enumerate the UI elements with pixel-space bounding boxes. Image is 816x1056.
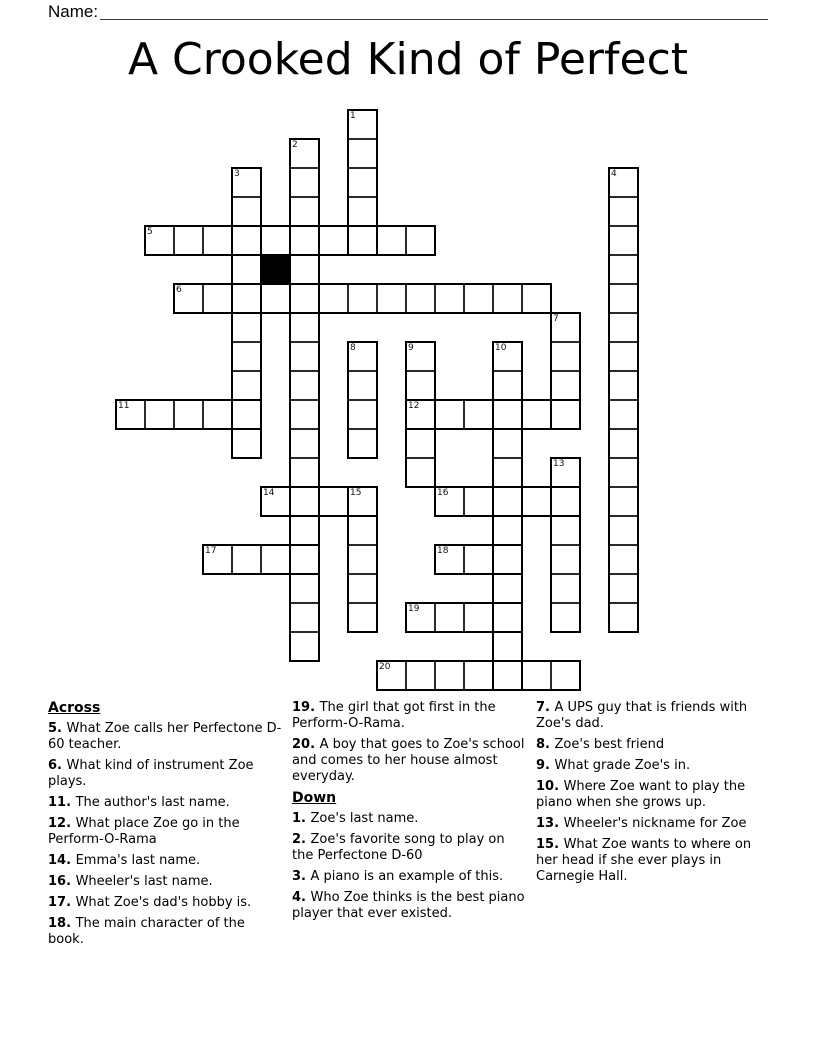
clue-number: 12. bbox=[48, 816, 76, 831]
clue-column-down bbox=[536, 700, 772, 890]
grid-cell[interactable] bbox=[290, 487, 319, 516]
grid-cell[interactable] bbox=[551, 458, 580, 487]
grid-cell[interactable] bbox=[609, 371, 638, 400]
grid-cell[interactable] bbox=[261, 226, 290, 255]
grid-cell[interactable] bbox=[145, 226, 174, 255]
grid-cell[interactable] bbox=[609, 226, 638, 255]
grid-cell[interactable] bbox=[551, 661, 580, 690]
grid-cell[interactable] bbox=[464, 487, 493, 516]
grid-cell[interactable] bbox=[551, 545, 580, 574]
grid-cell[interactable] bbox=[261, 545, 290, 574]
grid-cell[interactable] bbox=[406, 342, 435, 371]
grid-cell[interactable] bbox=[203, 545, 232, 574]
grid-cell[interactable] bbox=[174, 226, 203, 255]
grid-cell[interactable] bbox=[609, 313, 638, 342]
grid-cell[interactable] bbox=[522, 400, 551, 429]
grid-cell[interactable] bbox=[406, 458, 435, 487]
cell-number: 14 bbox=[263, 488, 275, 498]
grid-cell[interactable] bbox=[609, 574, 638, 603]
grid-cell[interactable] bbox=[464, 545, 493, 574]
grid-cell[interactable] bbox=[290, 139, 319, 168]
grid-cell[interactable] bbox=[493, 545, 522, 574]
grid-cell[interactable] bbox=[493, 487, 522, 516]
grid-cell[interactable] bbox=[290, 255, 319, 284]
grid-cell[interactable] bbox=[232, 226, 261, 255]
grid-cell[interactable] bbox=[551, 574, 580, 603]
grid-cell[interactable] bbox=[609, 284, 638, 313]
grid-cell[interactable] bbox=[348, 110, 377, 139]
clue-item: 20. A boy that goes to Zoe's school and comes to her house almost everyday. bbox=[292, 737, 525, 784]
cell-number: 4 bbox=[611, 169, 617, 179]
grid-cell[interactable] bbox=[290, 458, 319, 487]
grid-cell[interactable] bbox=[203, 400, 232, 429]
clue-item: 17. What Zoe's dad's hobby is. bbox=[48, 895, 252, 910]
grid-cell[interactable] bbox=[493, 574, 522, 603]
grid-cell[interactable] bbox=[464, 284, 493, 313]
clue-item: 1. Zoe's last name. bbox=[292, 811, 419, 826]
clue-item: 7. A UPS guy that is friends with Zoe's dad. bbox=[536, 700, 748, 731]
grid-cell[interactable] bbox=[609, 255, 638, 284]
grid-cell[interactable] bbox=[232, 168, 261, 197]
clue-item: 3. A piano is an example of this. bbox=[292, 869, 504, 884]
cell-number: 18 bbox=[437, 546, 449, 556]
clue-number: 7. bbox=[536, 700, 555, 715]
grid-cell[interactable] bbox=[522, 284, 551, 313]
cell-number: 16 bbox=[437, 488, 449, 498]
grid-cell[interactable] bbox=[290, 284, 319, 313]
grid-cell[interactable] bbox=[406, 284, 435, 313]
grid-cell[interactable] bbox=[609, 429, 638, 458]
clue-list-header: Down bbox=[292, 790, 337, 806]
grid-cell[interactable] bbox=[609, 342, 638, 371]
clue-number: 19. bbox=[292, 700, 320, 715]
cell-number: 9 bbox=[408, 343, 414, 353]
grid-cell[interactable] bbox=[348, 342, 377, 371]
clue-number: 15. bbox=[536, 837, 564, 852]
clue-number: 16. bbox=[48, 874, 76, 889]
clue-number: 5. bbox=[48, 721, 67, 736]
grid-cell[interactable] bbox=[493, 371, 522, 400]
grid-cell[interactable] bbox=[435, 284, 464, 313]
grid-cell[interactable] bbox=[348, 516, 377, 545]
cell-number: 11 bbox=[118, 401, 130, 411]
clue-item: 11. The author's last name. bbox=[48, 795, 230, 810]
grid-cell[interactable] bbox=[290, 429, 319, 458]
grid-cell[interactable] bbox=[145, 400, 174, 429]
cell-number: 5 bbox=[147, 227, 153, 237]
grid-cell[interactable] bbox=[348, 545, 377, 574]
grid-cell[interactable] bbox=[406, 603, 435, 632]
name-input-line[interactable] bbox=[100, 0, 768, 20]
cell-number: 10 bbox=[495, 343, 507, 353]
grid-cell[interactable] bbox=[232, 545, 261, 574]
grid-cell[interactable] bbox=[435, 487, 464, 516]
cell-number: 12 bbox=[408, 401, 420, 411]
clue-item: 4. Who Zoe thinks is the best piano player that ever existed. bbox=[292, 890, 525, 921]
grid-cell[interactable] bbox=[319, 284, 348, 313]
grid-cell[interactable] bbox=[464, 400, 493, 429]
cell-number: 1 bbox=[350, 111, 356, 121]
cell-number: 20 bbox=[379, 662, 391, 672]
grid-cell[interactable] bbox=[290, 545, 319, 574]
grid-cell[interactable] bbox=[348, 284, 377, 313]
grid-cell[interactable] bbox=[348, 429, 377, 458]
grid-cell[interactable] bbox=[435, 545, 464, 574]
grid-cell[interactable] bbox=[377, 284, 406, 313]
clue-item: 13. Wheeler's nickname for Zoe bbox=[536, 816, 747, 831]
grid-cell[interactable] bbox=[348, 603, 377, 632]
grid-cell[interactable] bbox=[435, 603, 464, 632]
clue-item: 16. Wheeler's last name. bbox=[48, 874, 213, 889]
clue-number: 4. bbox=[292, 890, 311, 905]
grid-cell[interactable] bbox=[522, 661, 551, 690]
grid-cell[interactable] bbox=[174, 400, 203, 429]
cell-number: 13 bbox=[553, 459, 565, 469]
grid-cell[interactable] bbox=[203, 226, 232, 255]
grid-cell[interactable] bbox=[348, 226, 377, 255]
grid-cell[interactable] bbox=[232, 197, 261, 226]
grid-cell[interactable] bbox=[290, 516, 319, 545]
grid-cell[interactable] bbox=[348, 487, 377, 516]
grid-cell[interactable] bbox=[406, 371, 435, 400]
grid-cell[interactable] bbox=[493, 516, 522, 545]
grid-cell[interactable] bbox=[493, 458, 522, 487]
cell-number: 17 bbox=[205, 546, 217, 556]
clue-number: 9. bbox=[536, 758, 555, 773]
grid-cell[interactable] bbox=[290, 371, 319, 400]
clue-list-header: Across bbox=[48, 700, 101, 716]
grid-cell[interactable] bbox=[290, 400, 319, 429]
grid-cell[interactable] bbox=[116, 400, 145, 429]
cell-number: 7 bbox=[553, 314, 559, 324]
cell-number: 6 bbox=[176, 285, 182, 295]
grid-cell[interactable] bbox=[203, 284, 232, 313]
grid-cell[interactable] bbox=[522, 487, 551, 516]
grid-cell[interactable] bbox=[609, 458, 638, 487]
grid-cell[interactable] bbox=[609, 545, 638, 574]
clue-number: 2. bbox=[292, 832, 311, 847]
grid-cell[interactable] bbox=[609, 197, 638, 226]
grid-cell[interactable] bbox=[290, 632, 319, 661]
clue-number: 8. bbox=[536, 737, 555, 752]
clue-item: 15. What Zoe wants to where on her head if she ever plays in Carnegie Hall. bbox=[536, 837, 752, 884]
grid-cell[interactable] bbox=[348, 139, 377, 168]
grid-cell[interactable] bbox=[551, 487, 580, 516]
grid-cell[interactable] bbox=[261, 487, 290, 516]
grid-cell[interactable] bbox=[435, 400, 464, 429]
grid-cell[interactable] bbox=[290, 313, 319, 342]
clue-item: 6. What kind of instrument Zoe plays. bbox=[48, 758, 254, 789]
cell-number: 19 bbox=[408, 604, 420, 614]
grid-cell[interactable] bbox=[551, 371, 580, 400]
grid-cell[interactable] bbox=[406, 661, 435, 690]
grid-cell[interactable] bbox=[232, 313, 261, 342]
grid-cell[interactable] bbox=[290, 197, 319, 226]
grid-cell[interactable] bbox=[348, 168, 377, 197]
grid-cell[interactable] bbox=[377, 226, 406, 255]
grid-cell[interactable] bbox=[551, 342, 580, 371]
clue-item: 2. Zoe's favorite song to play on the Perfectone D-60 bbox=[292, 832, 505, 863]
clue-number: 14. bbox=[48, 853, 76, 868]
grid-cell[interactable] bbox=[551, 516, 580, 545]
grid-cell[interactable] bbox=[493, 632, 522, 661]
grid-cell[interactable] bbox=[232, 284, 261, 313]
grid-cell[interactable] bbox=[232, 342, 261, 371]
cell-number: 3 bbox=[234, 169, 240, 179]
cell-number: 15 bbox=[350, 488, 362, 498]
grid-cell[interactable] bbox=[464, 603, 493, 632]
grid-cell[interactable] bbox=[609, 487, 638, 516]
grid-cell[interactable] bbox=[493, 661, 522, 690]
grid-cell[interactable] bbox=[261, 284, 290, 313]
grid-cell[interactable] bbox=[232, 255, 261, 284]
clue-item: 9. What grade Zoe's in. bbox=[536, 758, 691, 773]
grid-cell[interactable] bbox=[232, 429, 261, 458]
grid-cell[interactable] bbox=[464, 661, 493, 690]
clue-number: 20. bbox=[292, 737, 320, 752]
clue-number: 3. bbox=[292, 869, 311, 884]
grid-cell[interactable] bbox=[377, 661, 406, 690]
clue-number: 10. bbox=[536, 779, 564, 794]
clue-number: 17. bbox=[48, 895, 76, 910]
cell-number: 2 bbox=[292, 140, 298, 150]
grid-cell[interactable] bbox=[290, 226, 319, 255]
grid-cell[interactable] bbox=[319, 226, 348, 255]
grid-cell[interactable] bbox=[493, 342, 522, 371]
grid-cell[interactable] bbox=[290, 603, 319, 632]
clue-column-middle bbox=[292, 700, 528, 927]
grid-cell[interactable] bbox=[551, 313, 580, 342]
grid-cell[interactable] bbox=[290, 574, 319, 603]
clue-item: 14. Emma's last name. bbox=[48, 853, 201, 868]
grid-cell[interactable] bbox=[493, 603, 522, 632]
grid-cell[interactable] bbox=[609, 603, 638, 632]
grid-cell[interactable] bbox=[551, 603, 580, 632]
grid-cell[interactable] bbox=[232, 371, 261, 400]
grid-cell[interactable] bbox=[348, 197, 377, 226]
cell-number: 8 bbox=[350, 343, 356, 353]
grid-cell[interactable] bbox=[290, 342, 319, 371]
clue-item: 19. The girl that got first in the Perform-O-Rama. bbox=[292, 700, 496, 731]
grid-cell[interactable] bbox=[406, 429, 435, 458]
grid-cell[interactable] bbox=[406, 400, 435, 429]
grid-cell[interactable] bbox=[348, 574, 377, 603]
clue-column-across bbox=[48, 700, 284, 953]
clue-number: 6. bbox=[48, 758, 67, 773]
clue-item: 18. The main character of the book. bbox=[48, 916, 245, 947]
page-title: A Crooked Kind of Perfect bbox=[127, 34, 689, 85]
clue-number: 1. bbox=[292, 811, 311, 826]
grid-cell[interactable] bbox=[493, 284, 522, 313]
grid-cell[interactable] bbox=[290, 168, 319, 197]
grid-cell[interactable] bbox=[493, 400, 522, 429]
grid-cell[interactable] bbox=[493, 429, 522, 458]
clue-number: 18. bbox=[48, 916, 76, 931]
grid-cell[interactable] bbox=[348, 400, 377, 429]
grid-cell[interactable] bbox=[348, 371, 377, 400]
clue-item: 8. Zoe's best friend bbox=[536, 737, 665, 752]
clue-number: 11. bbox=[48, 795, 76, 810]
grid-cell[interactable] bbox=[174, 284, 203, 313]
grid-cell[interactable] bbox=[319, 487, 348, 516]
grid-cell[interactable] bbox=[435, 661, 464, 690]
grid-cell[interactable] bbox=[551, 400, 580, 429]
clue-item: 10. Where Zoe want to play the piano when she grows up. bbox=[536, 779, 746, 810]
clue-number: 13. bbox=[536, 816, 564, 831]
black-cell bbox=[260, 254, 291, 285]
grid-cell[interactable] bbox=[609, 168, 638, 197]
grid-cell[interactable] bbox=[609, 516, 638, 545]
clue-item: 5. What Zoe calls her Perfectone D-60 teacher. bbox=[48, 721, 282, 752]
name-label: Name: bbox=[48, 2, 99, 21]
grid-cell[interactable] bbox=[609, 400, 638, 429]
grid-cell[interactable] bbox=[406, 226, 435, 255]
clue-item: 12. What place Zoe go in the Perform-O-Rama bbox=[48, 816, 240, 847]
grid-cell[interactable] bbox=[232, 400, 261, 429]
